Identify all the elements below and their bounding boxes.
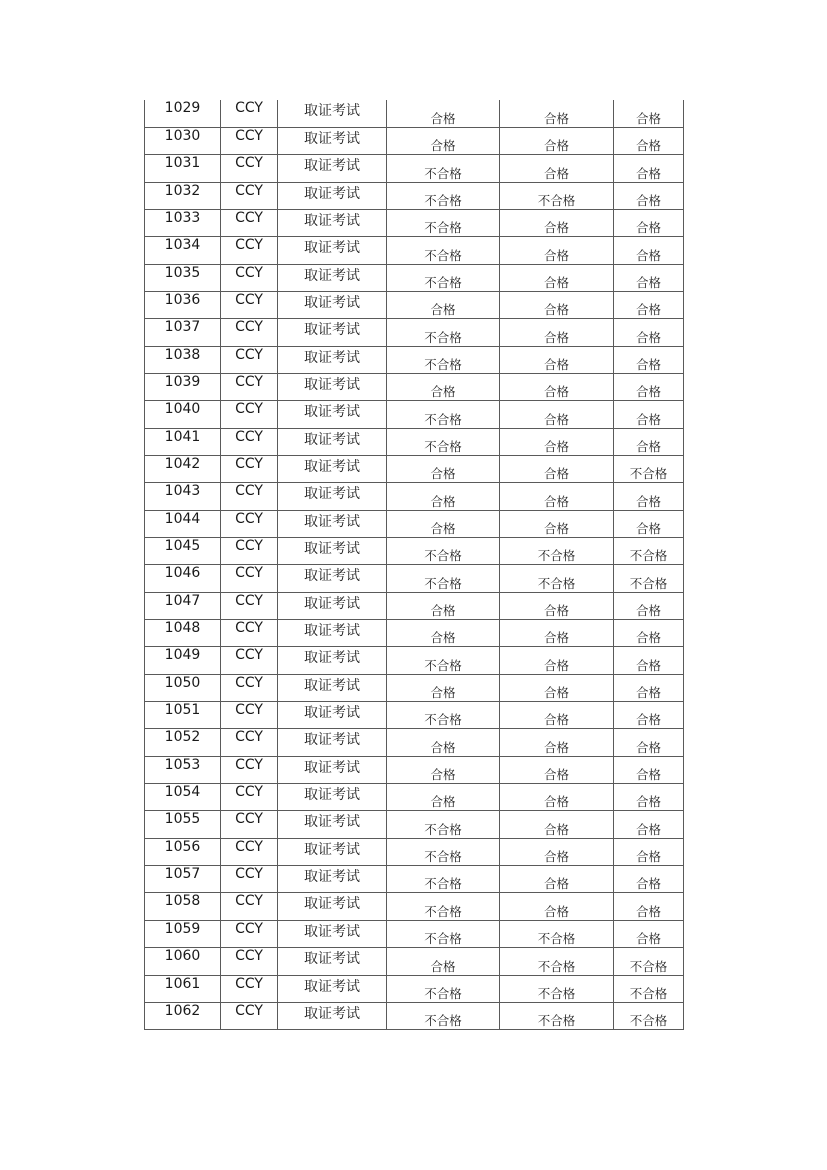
result-3-cell: 合格 xyxy=(614,428,684,455)
candidate-id-cell: 1041 xyxy=(145,428,221,455)
result-1-cell: 合格 xyxy=(387,291,500,318)
exam-type-cell: 取证考试 xyxy=(278,319,387,346)
result-2-cell: 合格 xyxy=(500,291,614,318)
exam-type-cell: 取证考试 xyxy=(278,893,387,920)
exam-type-cell: 取证考试 xyxy=(278,510,387,537)
result-3-cell: 合格 xyxy=(614,920,684,947)
candidate-id-cell: 1030 xyxy=(145,127,221,154)
category-code-cell: CCY xyxy=(221,373,278,400)
candidate-id-cell: 1047 xyxy=(145,592,221,619)
candidate-id-cell: 1038 xyxy=(145,346,221,373)
category-code-cell: CCY xyxy=(221,264,278,291)
table-row xyxy=(145,674,684,701)
result-2-cell: 不合格 xyxy=(500,538,614,565)
candidate-id-cell: 1056 xyxy=(145,838,221,865)
result-3-cell: 不合格 xyxy=(614,1002,684,1029)
result-1-cell: 合格 xyxy=(387,729,500,756)
category-code-cell: CCY xyxy=(221,592,278,619)
candidate-id-cell: 1031 xyxy=(145,155,221,182)
candidate-id-cell: 1032 xyxy=(145,182,221,209)
exam-type-cell: 取证考试 xyxy=(278,866,387,893)
category-code-cell: CCY xyxy=(221,756,278,783)
category-code-cell: CCY xyxy=(221,565,278,592)
candidate-id-cell: 1037 xyxy=(145,319,221,346)
result-2-cell: 合格 xyxy=(500,209,614,236)
table-row xyxy=(145,510,684,537)
exam-type-cell: 取证考试 xyxy=(278,702,387,729)
table-row xyxy=(145,592,684,619)
table-row xyxy=(145,565,684,592)
result-3-cell: 合格 xyxy=(614,346,684,373)
category-code-cell: CCY xyxy=(221,538,278,565)
result-2-cell: 合格 xyxy=(500,893,614,920)
exam-type-cell: 取证考试 xyxy=(278,1002,387,1029)
result-3-cell: 合格 xyxy=(614,592,684,619)
result-1-cell: 不合格 xyxy=(387,702,500,729)
result-1-cell: 合格 xyxy=(387,784,500,811)
candidate-id-cell: 1049 xyxy=(145,647,221,674)
result-2-cell: 合格 xyxy=(500,729,614,756)
result-3-cell: 合格 xyxy=(614,319,684,346)
result-3-cell: 合格 xyxy=(614,647,684,674)
category-code-cell: CCY xyxy=(221,428,278,455)
result-3-cell: 合格 xyxy=(614,237,684,264)
category-code-cell: CCY xyxy=(221,702,278,729)
result-3-cell: 合格 xyxy=(614,729,684,756)
result-3-cell: 合格 xyxy=(614,401,684,428)
candidate-id-cell: 1052 xyxy=(145,729,221,756)
result-2-cell: 合格 xyxy=(500,510,614,537)
exam-results-table xyxy=(144,100,684,1030)
category-code-cell: CCY xyxy=(221,483,278,510)
exam-type-cell: 取证考试 xyxy=(278,401,387,428)
result-2-cell: 合格 xyxy=(500,346,614,373)
candidate-id-cell: 1055 xyxy=(145,811,221,838)
result-3-cell: 合格 xyxy=(614,756,684,783)
exam-type-cell: 取证考试 xyxy=(278,565,387,592)
candidate-id-cell: 1040 xyxy=(145,401,221,428)
exam-type-cell: 取证考试 xyxy=(278,100,387,127)
exam-type-cell: 取证考试 xyxy=(278,920,387,947)
table-row xyxy=(145,428,684,455)
result-3-cell: 合格 xyxy=(614,702,684,729)
exam-type-cell: 取证考试 xyxy=(278,975,387,1002)
result-1-cell: 合格 xyxy=(387,756,500,783)
category-code-cell: CCY xyxy=(221,811,278,838)
result-2-cell: 合格 xyxy=(500,866,614,893)
exam-results-body xyxy=(145,100,684,1030)
category-code-cell: CCY xyxy=(221,893,278,920)
result-1-cell: 不合格 xyxy=(387,647,500,674)
result-2-cell: 合格 xyxy=(500,811,614,838)
result-3-cell: 合格 xyxy=(614,100,684,127)
result-3-cell: 合格 xyxy=(614,620,684,647)
candidate-id-cell: 1050 xyxy=(145,674,221,701)
candidate-id-cell: 1029 xyxy=(145,100,221,127)
result-2-cell: 合格 xyxy=(500,264,614,291)
result-1-cell: 合格 xyxy=(387,510,500,537)
table-row xyxy=(145,729,684,756)
exam-type-cell: 取证考试 xyxy=(278,756,387,783)
table-row xyxy=(145,100,684,127)
result-1-cell: 不合格 xyxy=(387,1002,500,1029)
exam-type-cell: 取证考试 xyxy=(278,264,387,291)
result-2-cell: 合格 xyxy=(500,674,614,701)
table-row xyxy=(145,1002,684,1029)
exam-type-cell: 取证考试 xyxy=(278,155,387,182)
candidate-id-cell: 1058 xyxy=(145,893,221,920)
candidate-id-cell: 1046 xyxy=(145,565,221,592)
result-1-cell: 不合格 xyxy=(387,401,500,428)
exam-type-cell: 取证考试 xyxy=(278,291,387,318)
category-code-cell: CCY xyxy=(221,674,278,701)
category-code-cell: CCY xyxy=(221,401,278,428)
result-2-cell: 合格 xyxy=(500,592,614,619)
exam-type-cell: 取证考试 xyxy=(278,455,387,482)
category-code-cell: CCY xyxy=(221,647,278,674)
candidate-id-cell: 1054 xyxy=(145,784,221,811)
candidate-id-cell: 1061 xyxy=(145,975,221,1002)
exam-type-cell: 取证考试 xyxy=(278,127,387,154)
candidate-id-cell: 1039 xyxy=(145,373,221,400)
category-code-cell: CCY xyxy=(221,237,278,264)
result-2-cell: 合格 xyxy=(500,100,614,127)
result-1-cell: 合格 xyxy=(387,483,500,510)
result-3-cell: 合格 xyxy=(614,674,684,701)
category-code-cell: CCY xyxy=(221,100,278,127)
result-1-cell: 合格 xyxy=(387,127,500,154)
result-3-cell: 合格 xyxy=(614,291,684,318)
result-1-cell: 不合格 xyxy=(387,182,500,209)
result-2-cell: 合格 xyxy=(500,702,614,729)
result-3-cell: 不合格 xyxy=(614,948,684,975)
result-2-cell: 合格 xyxy=(500,838,614,865)
exam-type-cell: 取证考试 xyxy=(278,811,387,838)
exam-type-cell: 取证考试 xyxy=(278,674,387,701)
result-2-cell: 不合格 xyxy=(500,920,614,947)
result-3-cell: 合格 xyxy=(614,127,684,154)
result-3-cell: 合格 xyxy=(614,155,684,182)
candidate-id-cell: 1042 xyxy=(145,455,221,482)
table-row xyxy=(145,155,684,182)
exam-type-cell: 取证考试 xyxy=(278,373,387,400)
result-1-cell: 不合格 xyxy=(387,538,500,565)
candidate-id-cell: 1044 xyxy=(145,510,221,537)
result-1-cell: 不合格 xyxy=(387,893,500,920)
result-1-cell: 不合格 xyxy=(387,155,500,182)
candidate-id-cell: 1051 xyxy=(145,702,221,729)
candidate-id-cell: 1035 xyxy=(145,264,221,291)
result-1-cell: 合格 xyxy=(387,373,500,400)
exam-type-cell: 取证考试 xyxy=(278,620,387,647)
result-2-cell: 合格 xyxy=(500,127,614,154)
result-2-cell: 合格 xyxy=(500,647,614,674)
candidate-id-cell: 1033 xyxy=(145,209,221,236)
category-code-cell: CCY xyxy=(221,948,278,975)
result-1-cell: 不合格 xyxy=(387,428,500,455)
result-3-cell: 不合格 xyxy=(614,565,684,592)
exam-type-cell: 取证考试 xyxy=(278,784,387,811)
result-3-cell: 合格 xyxy=(614,866,684,893)
category-code-cell: CCY xyxy=(221,127,278,154)
table-row xyxy=(145,373,684,400)
candidate-id-cell: 1059 xyxy=(145,920,221,947)
category-code-cell: CCY xyxy=(221,291,278,318)
table-row xyxy=(145,948,684,975)
result-2-cell: 不合格 xyxy=(500,565,614,592)
table-row xyxy=(145,127,684,154)
result-1-cell: 不合格 xyxy=(387,209,500,236)
result-2-cell: 合格 xyxy=(500,784,614,811)
result-3-cell: 合格 xyxy=(614,510,684,537)
category-code-cell: CCY xyxy=(221,838,278,865)
category-code-cell: CCY xyxy=(221,866,278,893)
table-row xyxy=(145,483,684,510)
candidate-id-cell: 1034 xyxy=(145,237,221,264)
category-code-cell: CCY xyxy=(221,510,278,537)
category-code-cell: CCY xyxy=(221,455,278,482)
result-3-cell: 合格 xyxy=(614,784,684,811)
table-row xyxy=(145,182,684,209)
exam-type-cell: 取证考试 xyxy=(278,483,387,510)
candidate-id-cell: 1057 xyxy=(145,866,221,893)
category-code-cell: CCY xyxy=(221,920,278,947)
result-3-cell: 合格 xyxy=(614,209,684,236)
table-row xyxy=(145,319,684,346)
result-2-cell: 合格 xyxy=(500,483,614,510)
result-1-cell: 不合格 xyxy=(387,264,500,291)
result-3-cell: 合格 xyxy=(614,811,684,838)
candidate-id-cell: 1036 xyxy=(145,291,221,318)
result-2-cell: 合格 xyxy=(500,373,614,400)
result-1-cell: 不合格 xyxy=(387,838,500,865)
result-3-cell: 合格 xyxy=(614,373,684,400)
table-row xyxy=(145,455,684,482)
category-code-cell: CCY xyxy=(221,1002,278,1029)
table-row xyxy=(145,291,684,318)
table-row xyxy=(145,264,684,291)
result-1-cell: 不合格 xyxy=(387,319,500,346)
result-2-cell: 不合格 xyxy=(500,948,614,975)
category-code-cell: CCY xyxy=(221,319,278,346)
category-code-cell: CCY xyxy=(221,209,278,236)
exam-type-cell: 取证考试 xyxy=(278,729,387,756)
exam-type-cell: 取证考试 xyxy=(278,647,387,674)
result-2-cell: 合格 xyxy=(500,455,614,482)
result-3-cell: 合格 xyxy=(614,182,684,209)
candidate-id-cell: 1060 xyxy=(145,948,221,975)
table-row xyxy=(145,702,684,729)
result-3-cell: 不合格 xyxy=(614,975,684,1002)
result-1-cell: 不合格 xyxy=(387,346,500,373)
result-2-cell: 不合格 xyxy=(500,182,614,209)
result-1-cell: 合格 xyxy=(387,620,500,647)
result-1-cell: 不合格 xyxy=(387,866,500,893)
table-row xyxy=(145,538,684,565)
result-2-cell: 合格 xyxy=(500,319,614,346)
table-row xyxy=(145,975,684,1002)
table-row xyxy=(145,784,684,811)
category-code-cell: CCY xyxy=(221,729,278,756)
table-row xyxy=(145,346,684,373)
exam-type-cell: 取证考试 xyxy=(278,538,387,565)
table-row xyxy=(145,838,684,865)
result-1-cell: 合格 xyxy=(387,592,500,619)
table-row xyxy=(145,920,684,947)
exam-type-cell: 取证考试 xyxy=(278,209,387,236)
result-2-cell: 不合格 xyxy=(500,975,614,1002)
result-1-cell: 不合格 xyxy=(387,975,500,1002)
table-row xyxy=(145,811,684,838)
result-3-cell: 合格 xyxy=(614,483,684,510)
result-1-cell: 不合格 xyxy=(387,811,500,838)
exam-type-cell: 取证考试 xyxy=(278,428,387,455)
result-1-cell: 不合格 xyxy=(387,565,500,592)
candidate-id-cell: 1062 xyxy=(145,1002,221,1029)
result-1-cell: 合格 xyxy=(387,674,500,701)
table-row xyxy=(145,401,684,428)
table-row xyxy=(145,866,684,893)
result-2-cell: 合格 xyxy=(500,237,614,264)
result-2-cell: 合格 xyxy=(500,401,614,428)
result-3-cell: 合格 xyxy=(614,838,684,865)
table-row xyxy=(145,647,684,674)
result-1-cell: 合格 xyxy=(387,100,500,127)
exam-type-cell: 取证考试 xyxy=(278,237,387,264)
result-2-cell: 不合格 xyxy=(500,1002,614,1029)
result-2-cell: 合格 xyxy=(500,620,614,647)
exam-type-cell: 取证考试 xyxy=(278,838,387,865)
candidate-id-cell: 1043 xyxy=(145,483,221,510)
exam-type-cell: 取证考试 xyxy=(278,182,387,209)
category-code-cell: CCY xyxy=(221,784,278,811)
candidate-id-cell: 1048 xyxy=(145,620,221,647)
exam-type-cell: 取证考试 xyxy=(278,592,387,619)
result-3-cell: 不合格 xyxy=(614,455,684,482)
result-3-cell: 不合格 xyxy=(614,538,684,565)
table-row xyxy=(145,620,684,647)
result-2-cell: 合格 xyxy=(500,428,614,455)
category-code-cell: CCY xyxy=(221,346,278,373)
exam-type-cell: 取证考试 xyxy=(278,346,387,373)
candidate-id-cell: 1045 xyxy=(145,538,221,565)
exam-type-cell: 取证考试 xyxy=(278,948,387,975)
result-2-cell: 合格 xyxy=(500,155,614,182)
candidate-id-cell: 1053 xyxy=(145,756,221,783)
result-3-cell: 合格 xyxy=(614,893,684,920)
category-code-cell: CCY xyxy=(221,182,278,209)
table-row xyxy=(145,237,684,264)
category-code-cell: CCY xyxy=(221,975,278,1002)
result-1-cell: 合格 xyxy=(387,455,500,482)
result-2-cell: 合格 xyxy=(500,756,614,783)
category-code-cell: CCY xyxy=(221,155,278,182)
result-1-cell: 不合格 xyxy=(387,237,500,264)
result-1-cell: 合格 xyxy=(387,948,500,975)
table-row xyxy=(145,756,684,783)
category-code-cell: CCY xyxy=(221,620,278,647)
result-1-cell: 不合格 xyxy=(387,920,500,947)
table-row xyxy=(145,209,684,236)
table-row xyxy=(145,893,684,920)
result-3-cell: 合格 xyxy=(614,264,684,291)
